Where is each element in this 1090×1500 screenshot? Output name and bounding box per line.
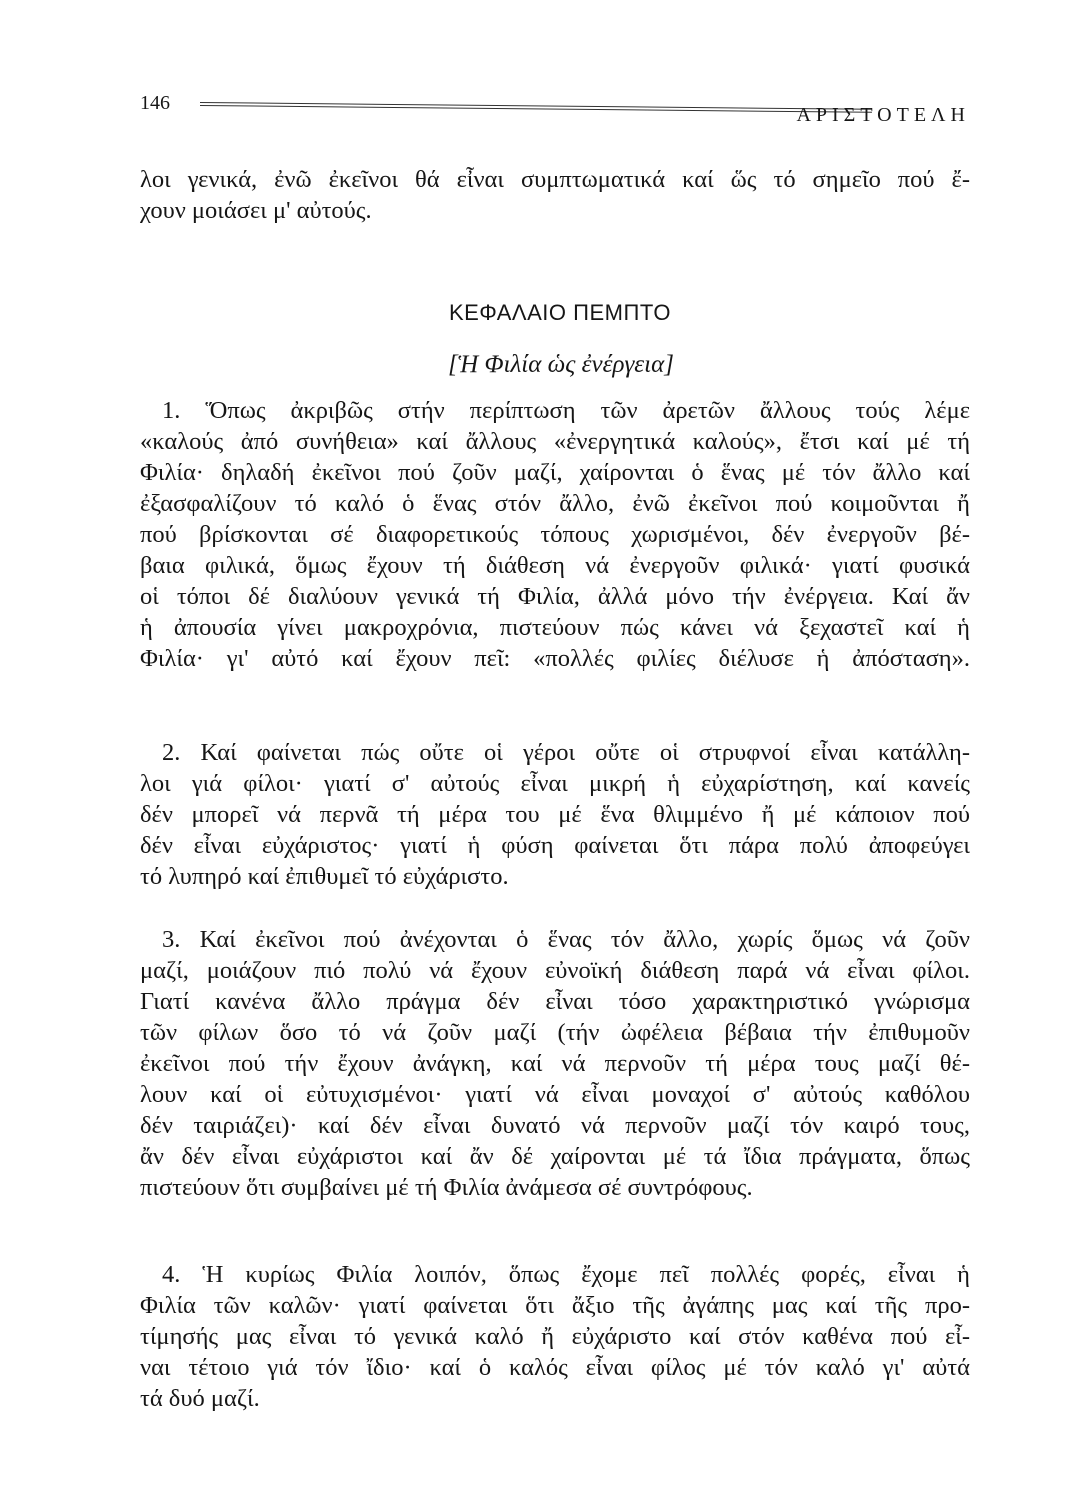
text-line: «καλούς ἀπό συνήθεια» καί ἄλλους «ἐνεργητικά καλούς», ἔτσι καί μέ τή [140,428,970,455]
paragraph-3 [140,924,970,1203]
text-line: τῶν φίλων ὅσο τό νά ζοῦν μαζί (τήν ὠφέλεια βέβαια τήν ἐπιθυμοῦν [140,1019,970,1046]
text-line: λοι γιά φίλοι· γιατί σ' αὐτούς εἶναι μικρή ἡ εὐχαρίστηση, καί κανείς [140,770,970,797]
text-line: Γιατί κανένα ἄλλο πράγμα δέν εἶναι τόσο χαρακτηριστικό γνώρισμα [140,988,970,1015]
text-line: ναι τέτοιο γιά τόν ἴδιο· καί ὁ καλός εἶναι φίλος μέ τόν καλό γι' αὐτά [140,1354,970,1381]
chapter-subtitle: [Ἡ Φιλία ὡς ἐνέργεια] [448,351,674,378]
text-line: 3. Καί ἐκεῖνοι πού ἀνέχονται ὁ ἕνας τόν ἄλλο, χωρίς ὅμως νά ζοῦν [162,926,970,953]
intro-paragraph [140,164,970,226]
paragraph-2 [140,737,970,892]
text-line: λοι γενικά, ἐνῶ ἐκεῖνοι θά εἶναι συμπτωματικά καί ὥς τό σημεῖο πού ἔ- [140,166,970,193]
text-line: 4. Ἡ κυρίως Φιλία λοιπόν, ὅπως ἔχομε πεῖ πολλές φορές, εἶναι ἡ [162,1261,970,1288]
text-line: δέν ταιριάζει)· καί δέν εἶναι δυνατό νά περνοῦν μαζί τόν καιρό τους, [140,1112,970,1139]
text-line: Φιλία· δηλαδή ἐκεῖνοι πού ζοῦν μαζί, χαίρονται ὁ ἕνας μέ τόν ἄλλο καί [140,459,970,486]
text-line: τά δυό μαζί. [140,1385,260,1412]
text-line: βαια φιλικά, ὅμως ἔχουν τή διάθεση νά ἐνεργοῦν φιλικά· γιατί φυσικά [140,552,970,579]
paragraph-1 [140,395,970,674]
text-line: τό λυπηρό καί ἐπιθυμεῖ τό εὐχάριστο. [140,863,509,890]
text-line: δέν μπορεῖ νά περνᾶ τή μέρα του μέ ἕνα θλιμμένο ἤ μέ κάποιον πού [140,801,970,828]
text-line: Φιλία· γι' αὐτό καί ἔχουν πεῖ: «πολλές φιλίες διέλυσε ἡ ἀπόσταση». [140,645,970,672]
paragraph-4 [140,1259,970,1414]
text-line: Φιλία τῶν καλῶν· γιατί φαίνεται ὅτι ἄξιο τῆς ἀγάπης μας καί τῆς προ- [140,1292,970,1319]
text-line: οἱ τόποι δέ διαλύουν γενικά τή Φιλία, ἀλλά μόνο τήν ἐνέργεια. Καί ἄν [140,583,970,610]
text-line: ἄν δέν εἶναι εὐχάριστοι καί ἄν δέ χαίρονται μέ τά ἴδια πράγματα, ὅπως [140,1143,970,1170]
text-line: ἐξασφαλίζουν τό καλό ὁ ἕνας στόν ἄλλο, ἐνῶ ἐκεῖνοι πού κοιμοῦνται ἤ [140,490,970,517]
text-line: δέν εἶναι εὐχάριστος· γιατί ἡ φύση φαίνεται ὅτι πάρα πολύ ἀποφεύγει [140,832,970,859]
text-line: τίμησής μας εἶναι τό γενικά καλό ἤ εὐχάριστο καί στόν καθένα πού εἶ- [140,1323,970,1350]
text-line: ἐκεῖνοι πού τήν ἔχουν ἀνάγκη, καί νά περνοῦν τή μέρα τους μαζί θέ- [140,1050,970,1077]
text-line: ἡ ἀπουσία γίνει μακροχρόνια, πιστεύουν πώς κάνει νά ξεχαστεῖ καί ἡ [140,614,970,641]
text-line: πού βρίσκονται σέ διαφορετικούς τόπους χωρισμένοι, δέν ἐνεργοῦν βέ- [140,521,970,548]
text-line: μαζί, μοιάζουν πιό πολύ νά ἔχουν εὐνοϊκή διάθεση παρά νά εἶναι φίλοι. [140,957,970,984]
text-line: πιστεύουν ὅτι συμβαίνει μέ τή Φιλία ἀνάμεσα σέ συντρόφους. [140,1174,753,1201]
text-line: 2. Καί φαίνεται πώς οὔτε οἱ γέροι οὔτε οἱ στρυφνοί εἶναι κατάλλη- [162,739,970,766]
text-line: 1. Ὅπως ἀκριβῶς στήν περίπτωση τῶν ἀρετῶν ἄλλους τούς λέμε [162,397,970,424]
page-number: 146 [140,92,170,114]
running-header [140,92,970,132]
chapter-heading: ΚΕΦΑΛΑΙΟ ΠΕΜΠΤΟ [448,300,672,325]
running-title: ΑΡΙΣΤΟΤΕΛΗ [796,104,970,126]
text-line: λουν καί οἱ εὐτυχισμένοι· γιατί νά εἶναι μοναχοί σ' αὐτούς καθόλου [140,1081,970,1108]
text-line: χουν μοιάσει μ' αὐτούς. [140,197,372,224]
